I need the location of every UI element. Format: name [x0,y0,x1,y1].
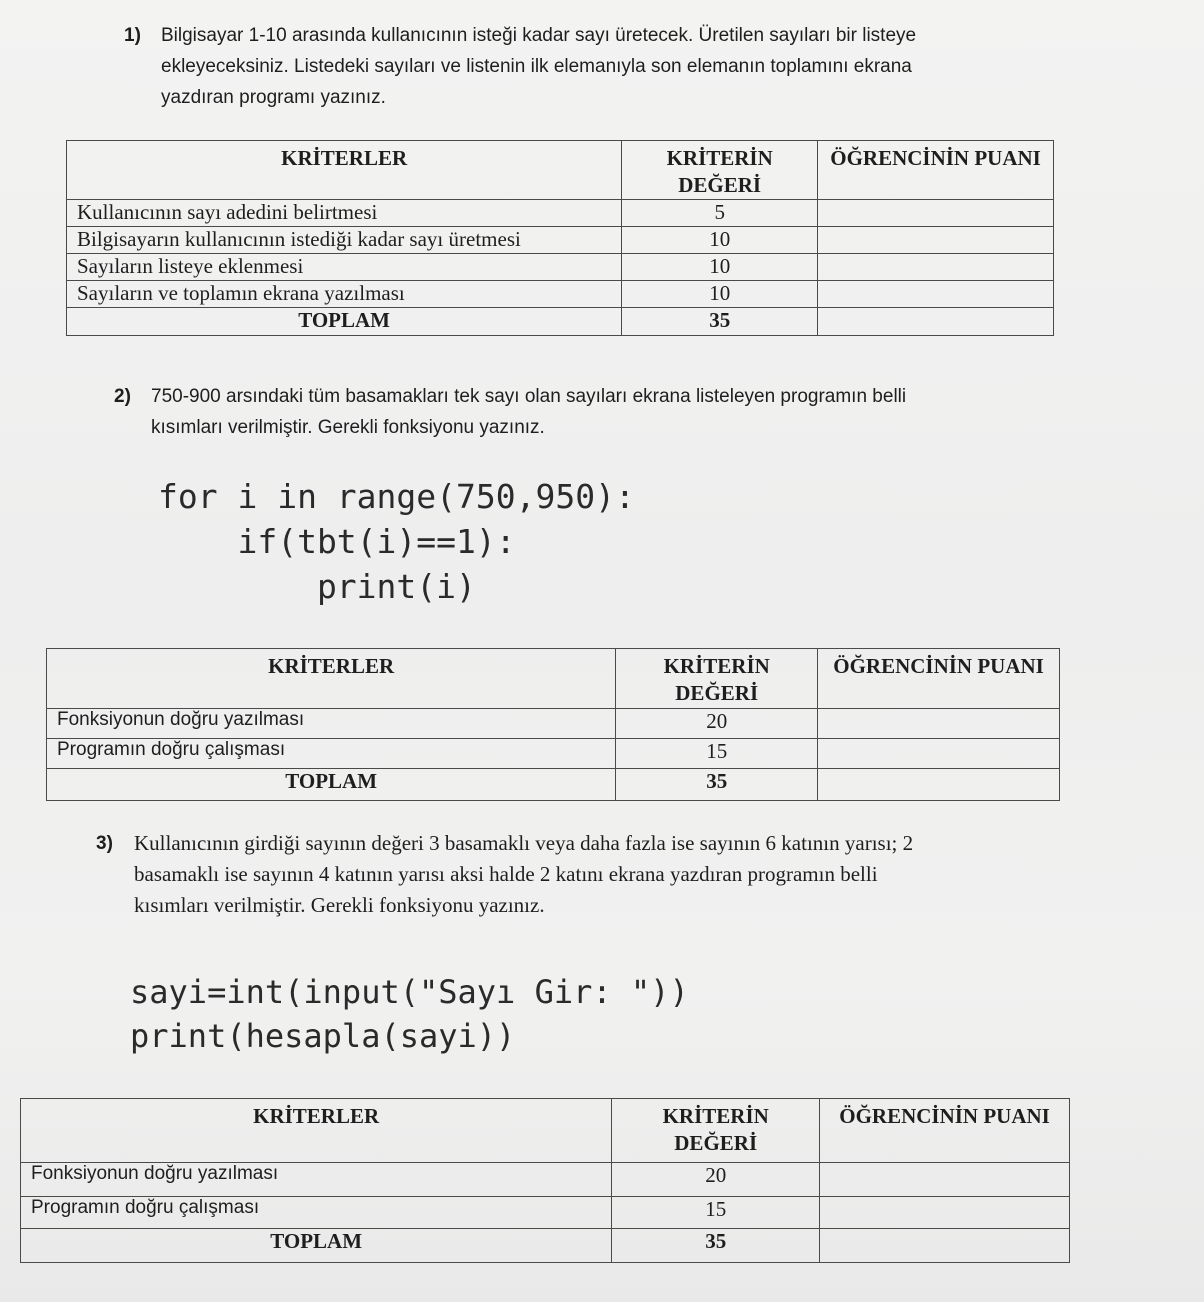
value-cell: 15 [612,1197,820,1229]
score-cell[interactable] [818,227,1054,254]
total-label: TOPLAM [21,1229,612,1263]
criterion-cell: Sayıların ve toplamın ekrana yazılması [67,281,622,308]
table-row [47,739,1060,769]
criterion-cell: Programın doğru çalışması [21,1197,612,1229]
score-cell[interactable] [818,739,1060,769]
question-line: 750-900 arsındaki tüm basamakları tek sayı olan sayıları ekrana listeleyen programın belli [151,386,907,407]
value-cell: 10 [622,227,818,254]
header-criteria: KRİTERLER [67,141,622,200]
header-student-score: ÖĞRENCİNİN PUANI [820,1099,1070,1163]
question-text [161,20,1021,113]
total-value: 35 [612,1229,820,1263]
question-line: basamaklı ise sayının 4 katının yarısı aksi halde 2 katını ekrana yazdıran programın belli [134,862,878,886]
total-score-cell[interactable] [820,1229,1070,1263]
question-line: kısımları verilmiştir. Gerekli fonksiyonu yazınız. [134,893,545,917]
value-cell: 20 [616,709,818,739]
total-row [67,308,1054,336]
question-line: Kullanıcının girdiği sayının değeri 3 basamaklı veya daha fazla ise sayının 6 katının yarısı; 2 [134,831,914,855]
table-row [67,200,1054,227]
criterion-cell: Sayıların listeye eklenmesi [67,254,622,281]
total-row [21,1229,1070,1263]
code-block-2 [158,474,635,609]
score-cell[interactable] [818,200,1054,227]
question-1 [124,20,1024,120]
table-row [21,1197,1070,1229]
score-cell[interactable] [820,1197,1070,1229]
code-line: if(tbt(i)==1): [158,522,516,561]
value-cell: 10 [622,281,818,308]
question-line: Bilgisayar 1-10 arasında kullanıcının isteği kadar sayı üretecek. Üretilen sayıları bir listeye [161,25,917,46]
value-cell: 5 [622,200,818,227]
question-number: 2) [114,386,131,407]
total-score-cell[interactable] [818,308,1054,336]
table-row [67,254,1054,281]
header-student-score: ÖĞRENCİNİN PUANI [818,649,1060,709]
score-cell[interactable] [818,254,1054,281]
score-cell[interactable] [818,281,1054,308]
total-row [47,769,1060,801]
question-3 [96,828,1056,928]
code-block-3 [130,970,689,1058]
criterion-cell: Fonksiyonun doğru yazılması [21,1163,612,1197]
question-line: yazdıran programı yazınız. [161,87,386,108]
table-row [21,1163,1070,1197]
question-number: 1) [124,25,141,46]
criteria-table-2 [46,648,1060,801]
question-line: kısımları verilmiştir. Gerekli fonksiyonu yazınız. [151,417,545,438]
code-line: print(hesapla(sayi)) [130,1017,516,1055]
value-cell: 10 [622,254,818,281]
total-label: TOPLAM [47,769,616,801]
criterion-cell: Fonksiyonun doğru yazılması [47,709,616,739]
criteria-table-1 [66,140,1054,336]
header-student-score: ÖĞRENCİNİN PUANI [818,141,1054,200]
header-criteria: KRİTERLER [21,1099,612,1163]
table-row [47,709,1060,739]
code-line: sayi=int(input("Sayı Gir: ")) [130,973,689,1011]
criterion-cell: Programın doğru çalışması [47,739,616,769]
question-text [134,828,1054,921]
code-line: print(i) [158,567,476,606]
question-2 [114,381,1034,451]
value-cell: 15 [616,739,818,769]
header-value: KRİTERİN DEĞERİ [612,1099,820,1163]
question-text [151,381,1031,443]
question-number: 3) [96,833,113,854]
criteria-table-3 [20,1098,1070,1263]
code-line: for i in range(750,950): [158,477,635,516]
total-label: TOPLAM [67,308,622,336]
header-criteria: KRİTERLER [47,649,616,709]
total-value: 35 [622,308,818,336]
value-cell: 20 [612,1163,820,1197]
header-value: KRİTERİN DEĞERİ [622,141,818,200]
table-row [67,227,1054,254]
total-score-cell[interactable] [818,769,1060,801]
question-line: ekleyeceksiniz. Listedeki sayıları ve listenin ilk elemanıyla son elemanın toplamını ekrana [161,56,912,77]
score-cell[interactable] [820,1163,1070,1197]
criterion-cell: Kullanıcının sayı adedini belirtmesi [67,200,622,227]
score-cell[interactable] [818,709,1060,739]
header-value: KRİTERİN DEĞERİ [616,649,818,709]
table-row [67,281,1054,308]
criterion-cell: Bilgisayarın kullanıcının istediği kadar sayı üretmesi [67,227,622,254]
total-value: 35 [616,769,818,801]
